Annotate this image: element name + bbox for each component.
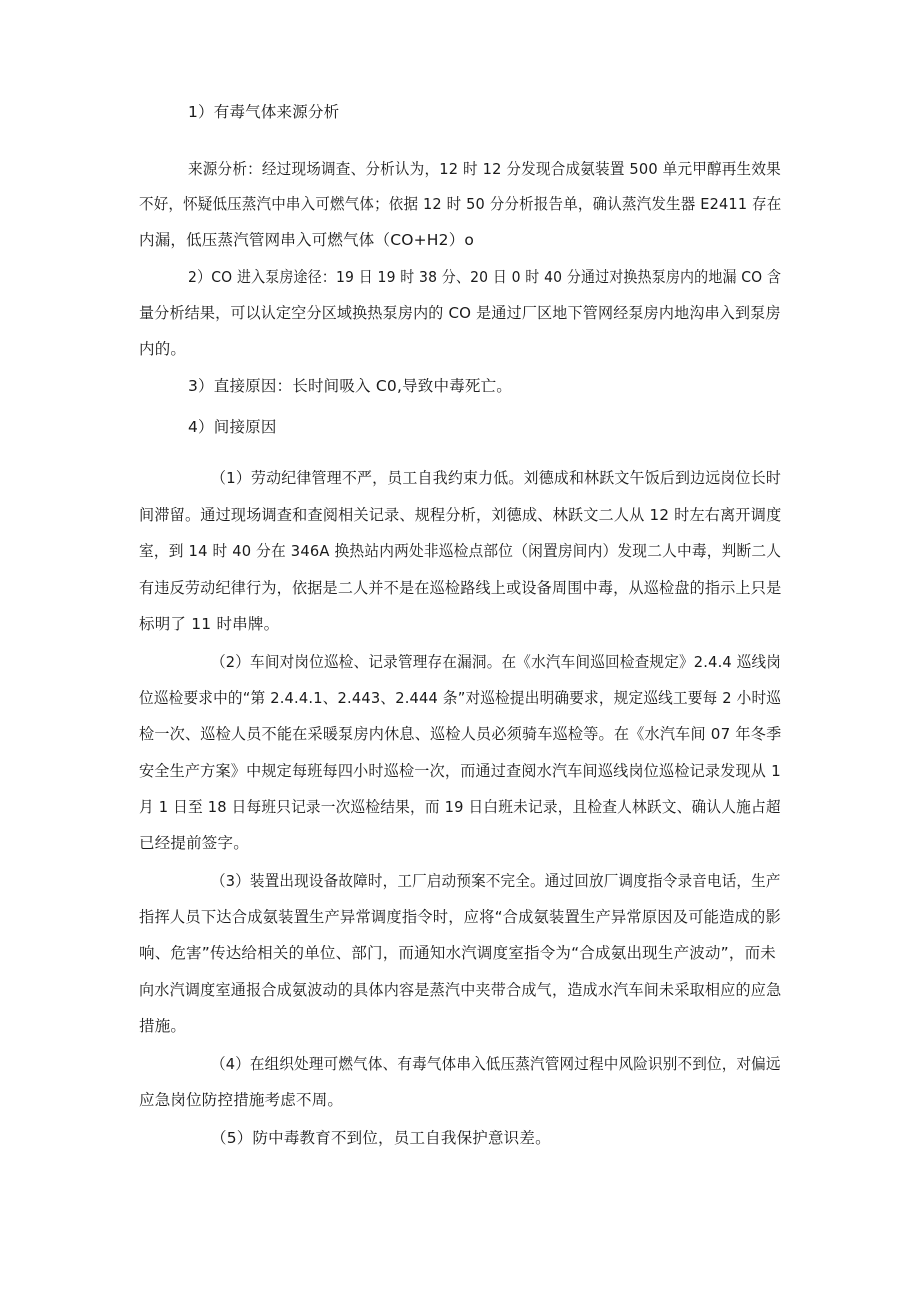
paragraph-line: 内的。 — [139, 340, 187, 358]
paragraph-line: 来源分析：经过现场调查、分析认为，12 时 12 分发现合成氨装置 500 单元甲醇再生效果 — [188, 160, 781, 178]
heading-toxic-gas-source: 1）有毒气体来源分析 — [188, 103, 340, 121]
paragraph-line: 响、危害”传达给相关的单位、部门，而通知水汽调度室指令为“合成氨出现生产波动”，而未 — [139, 944, 776, 962]
paragraph-line: 指挥人员下达合成氨装置生产异常调度指令时，应将“合成氨装置生产异常原因及可能造成的影 — [139, 908, 781, 926]
paragraph-line: （2）车间对岗位巡检、记录管理存在漏洞。在《水汽车间巡回检查规定》2.4.4 巡线岗 — [211, 653, 782, 671]
paragraph-line: 内漏，低压蒸汽管网串入可燃气体（CO+H2）o — [139, 231, 475, 249]
paragraph-line: （5）防中毒教育不到位，员工自我保护意识差。 — [211, 1129, 551, 1147]
paragraph-line: 已经提前签字。 — [139, 834, 249, 852]
paragraph-line: （1）劳动纪律管理不严，员工自我约束力低。刘德成和林跃文午饭后到边远岗位长时 — [211, 469, 781, 487]
paragraph-line: 标明了 11 时串牌。 — [139, 615, 280, 633]
paragraph-line: 向水汽调度室通报合成氨波动的具体内容是蒸汽中夹带合成气，造成水汽车间未采取相应的应急 — [139, 981, 782, 999]
paragraph-line: 措施。 — [139, 1017, 187, 1035]
paragraph-line: 室，到 14 时 40 分在 346A 换热站内两处非巡检点部位（闲置房间内）发现二人中毒，判断二人 — [139, 542, 782, 560]
paragraph-line: 位巡检要求中的“第 2.4.4.1、2.443、2.444 条”对巡检提出明确要求，规定巡线工要每 2 小时巡 — [139, 689, 782, 707]
paragraph-line: 量分析结果，可以认定空分区域换热泵房内的 CO 是通过厂区地下管网经泵房内地沟串入到泵房 — [139, 304, 781, 322]
paragraph-line: （3）装置出现设备故障时，工厂启动预案不完全。通过回放厂调度指令录音电话，生产 — [211, 872, 781, 890]
paragraph-line: 检一次、巡检人员不能在采暖泵房内休息、巡检人员必须骑车巡检等。在《水汽车间 07 年冬季 — [139, 725, 782, 743]
heading-indirect-cause: 4）间接原因 — [188, 418, 277, 436]
paragraph-line: 应急岗位防控措施考虑不周。 — [139, 1091, 344, 1109]
paragraph-line: 安全生产方案》中规定每班每四小时巡检一次，而通过查阅水汽车间巡线岗位巡检记录发现从 1 — [139, 762, 781, 780]
heading-direct-cause: 3）直接原因：长时间吸入 C0,导致中毒死亡。 — [188, 377, 513, 395]
paragraph-line: 有违反劳动纪律行为，依据是二人并不是在巡检路线上或设备周围中毒，从巡检盘的指示上只是 — [139, 579, 782, 597]
paragraph-line: 月 1 日至 18 日每班只记录一次巡检结果，而 19 日白班未记录，且检查人林跃文、确认人施占超 — [139, 798, 781, 816]
paragraph-line: 2）CO 进入泵房途径：19 日 19 时 38 分、20 日 0 时 40 分通过对换热泵房内的地漏 CO 含 — [188, 268, 782, 286]
paragraph-line: （4）在组织处理可燃气体、有毒气体串入低压蒸汽管网过程中风险识别不到位，对偏远 — [211, 1055, 781, 1073]
paragraph-line: 间滞留。通过现场调查和查阅相关记录、规程分析，刘德成、林跃文二人从 12 时左右离开调度 — [139, 506, 782, 524]
paragraph-line: 不好，怀疑低压蒸汽中串入可燃气体；依据 12 时 50 分分析报告单，确认蒸汽发生器 E2411 存在 — [139, 195, 782, 213]
